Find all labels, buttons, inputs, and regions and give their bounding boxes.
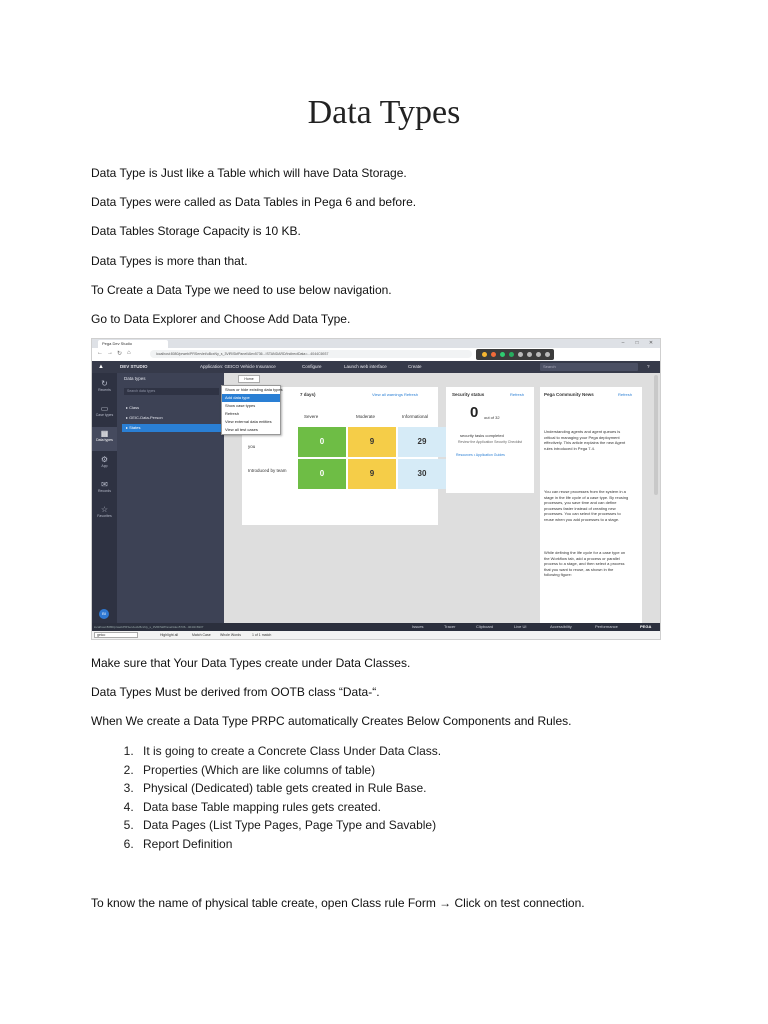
menu-item[interactable]: Show or hide existing data types xyxy=(225,387,283,392)
launch-menu[interactable]: Launch web interface xyxy=(344,364,387,369)
data-explorer xyxy=(117,373,224,623)
rail-label: App xyxy=(101,464,108,468)
warning-count-cell[interactable]: 0 xyxy=(298,459,346,489)
rail-label: Records xyxy=(97,489,112,493)
intro-paragraph: Data Types were called as Data Tables in Pega 6 and before. xyxy=(91,195,417,209)
records-icon: ✉ xyxy=(101,480,108,489)
news-title: Pega Community News xyxy=(544,392,594,397)
warning-count-cell[interactable]: 9 xyxy=(348,427,396,457)
menu-item[interactable]: View all test cases xyxy=(225,427,258,432)
recents-icon: ↻ xyxy=(101,379,108,388)
clipboard-button[interactable]: Clipboard xyxy=(476,624,494,629)
rail-item-records[interactable] xyxy=(92,480,117,493)
column-header: Moderate xyxy=(356,414,376,419)
studio-switcher[interactable]: DEV STUDIO xyxy=(120,364,148,369)
news-article[interactable]: Understanding agents and agent queues is critical to managing your Pega deployment effectively. This article explains the new Agent rules introduced in Pega 7.4. xyxy=(544,429,626,451)
tree-item[interactable]: ▸ States xyxy=(122,424,222,432)
list-item: 6. Report Definition xyxy=(137,835,657,854)
favorites-icon: ☆ xyxy=(100,505,109,514)
intro-paragraph: To Create a Data Type we need to use below navigation. xyxy=(91,283,392,297)
security-count: 0 xyxy=(470,404,479,421)
tree-item[interactable]: ▸ Class xyxy=(126,405,140,410)
security-title: Security status xyxy=(452,392,485,397)
warning-count-cell[interactable]: 29 xyxy=(398,427,446,457)
help-icon[interactable]: ? xyxy=(647,364,650,369)
scrollbar[interactable] xyxy=(654,375,658,495)
rail-label: Case types xyxy=(95,413,114,417)
find-result: 1 of 1 match xyxy=(252,633,272,637)
rail-item-recents[interactable] xyxy=(92,379,117,392)
developer-toolbar xyxy=(92,623,660,631)
menu-item-add-data-type[interactable]: Add data type xyxy=(222,394,280,402)
body-paragraph: Data Types Must be derived from OOTB class “Data-“. xyxy=(91,685,380,699)
extension-icon[interactable] xyxy=(527,352,532,357)
url-field[interactable]: localhost:8080/prweb/PRServlet/uBcxNy_s_3VlR/SkfPanel/Alex5736...!STANDARD/IndirectData=...4044C6937 xyxy=(150,350,472,358)
tracer-button[interactable]: Tracer xyxy=(444,624,456,629)
list-item: 5. Data Pages (List Type Pages, Page Type and Savable) xyxy=(137,816,657,835)
list-item: 1. It is going to create a Concrete Class Under Data Class. xyxy=(137,742,657,761)
avatar[interactable]: BI xyxy=(99,609,109,619)
extension-icon[interactable] xyxy=(500,352,505,357)
match-case-toggle[interactable]: Match Case xyxy=(192,633,211,637)
minimize-icon[interactable]: – xyxy=(621,340,625,346)
list-item: 3. Physical (Dedicated) table gets created in Rule Base. xyxy=(137,779,657,798)
home-icon[interactable]: ⌂ xyxy=(127,350,131,356)
extension-icon[interactable] xyxy=(545,352,550,357)
rail-label: Favorites xyxy=(97,514,112,518)
menu-item[interactable]: Show case types xyxy=(225,403,256,408)
pega-logo-icon: ▲ xyxy=(98,364,104,370)
rail-item-app[interactable] xyxy=(92,455,117,468)
find-bar xyxy=(92,631,660,639)
security-checklist-link[interactable]: Review the Application Security Checklist xyxy=(457,440,522,444)
rail-item-case-types[interactable] xyxy=(92,404,117,417)
address-bar xyxy=(92,348,660,362)
list-item: 2. Properties (Which are like columns of table) xyxy=(137,761,657,780)
body-paragraph: Make sure that Your Data Types create under Data Classes. xyxy=(91,656,411,670)
row-label: you xyxy=(248,444,256,449)
data-types-icon: ▦ xyxy=(100,429,109,438)
extension-icon[interactable] xyxy=(509,352,514,357)
extension-icon[interactable] xyxy=(482,352,487,357)
warnings-title: 7 days) xyxy=(300,392,316,397)
performance-button[interactable]: Performance xyxy=(595,624,618,629)
extensions-toolbar xyxy=(476,349,554,360)
search-input[interactable]: Search xyxy=(540,363,638,371)
security-refresh-link[interactable]: Refresh xyxy=(510,392,525,397)
column-header: Informational xyxy=(402,414,429,419)
browser-tab-bar xyxy=(92,339,660,348)
application-menu[interactable]: Application: GEICO Vehicle Insurance xyxy=(200,364,276,369)
home-button[interactable]: Home xyxy=(238,375,260,383)
reload-icon[interactable]: ↻ xyxy=(117,351,123,357)
rail-item-favorites[interactable] xyxy=(92,505,117,518)
security-status-card xyxy=(446,387,534,493)
warning-count-cell[interactable]: 30 xyxy=(398,459,446,489)
news-article[interactable]: While defining the life cycle for a case type on the Workflow tab, add a process or parallel process to a stage, and then select a process that you want to reuse, as shown in the following figure: xyxy=(544,550,626,577)
page-title: Data Types xyxy=(307,94,461,131)
dev-studio-header xyxy=(92,361,660,373)
status-url: localhost:8080/prweb/PRServlet/uBcxNy_s_3VlR/SkfPanel/Alex5736...4044C6937 xyxy=(94,625,204,629)
column-header: Severe xyxy=(304,414,319,419)
whole-words-toggle[interactable]: Whole Words xyxy=(220,633,241,637)
warning-count-cell[interactable]: 0 xyxy=(298,427,346,457)
back-icon[interactable]: ← xyxy=(97,350,103,356)
security-out-of: out of 32 xyxy=(484,415,500,420)
dashboard-canvas xyxy=(224,373,660,623)
close-icon[interactable]: ✕ xyxy=(648,340,654,346)
tree-item[interactable]: ▸ GEIC-Data-Person xyxy=(126,415,163,420)
live-ui-button[interactable]: Live UI xyxy=(514,624,527,629)
view-warnings-link[interactable]: View all warnings Refresh xyxy=(372,392,418,397)
intro-paragraph: Go to Data Explorer and Choose Add Data Type. xyxy=(91,312,351,326)
data-explorer-menu xyxy=(221,385,281,435)
accessibility-button[interactable]: Accessibility xyxy=(550,624,572,629)
tree-item-label: States xyxy=(129,425,141,430)
forward-icon[interactable]: → xyxy=(107,350,113,356)
explorer-title: Data types xyxy=(124,376,146,381)
pega-brand: PEGA xyxy=(640,624,652,629)
extension-icon[interactable] xyxy=(536,352,541,357)
intro-paragraph: Data Tables Storage Capacity is 10 KB. xyxy=(91,224,301,238)
row-label: Introduced by team xyxy=(248,468,287,473)
rail-item-data-types[interactable] xyxy=(92,427,117,451)
community-news-card xyxy=(540,387,642,623)
intro-paragraph: Data Types is more than that. xyxy=(91,254,248,268)
rail-label: Recents xyxy=(98,388,111,392)
navigation-rail xyxy=(92,373,117,623)
warning-count-cell[interactable]: 9 xyxy=(348,459,396,489)
body-paragraph: When We create a Data Type PRPC automatically Creates Below Components and Rules. xyxy=(91,714,572,728)
application-guides-link[interactable]: Resources • Application Guides xyxy=(456,453,505,457)
case-types-icon: ▭ xyxy=(100,404,109,413)
highlight-all-toggle[interactable]: Highlight all xyxy=(160,633,179,637)
news-refresh-link[interactable]: Refresh xyxy=(618,392,633,397)
issues-button[interactable]: Issues xyxy=(412,624,424,629)
list-item: 4. Data base Table mapping rules gets created. xyxy=(137,798,657,817)
configure-menu[interactable]: Configure xyxy=(302,364,322,369)
intro-paragraph: Data Type is Just like a Table which will have Data Storage. xyxy=(91,166,407,180)
maximize-icon[interactable]: □ xyxy=(635,340,639,346)
menu-item[interactable]: View external data entities xyxy=(225,419,272,424)
tree-item-label: Class xyxy=(129,405,140,410)
create-menu[interactable]: Create xyxy=(408,364,422,369)
components-list xyxy=(91,742,657,854)
find-query: geico xyxy=(97,633,106,637)
tree-item-label: GEIC-Data-Person xyxy=(129,415,163,420)
data-types-search-input[interactable]: Search data types xyxy=(124,388,219,395)
browser-tab[interactable]: Pega Dev Studio xyxy=(98,340,168,348)
rail-label: Data types xyxy=(96,438,113,442)
menu-item[interactable]: Refresh xyxy=(225,411,240,416)
news-article[interactable]: You can reuse processes from the system in a stage in the life cycle of a case type. By reusing processes, you save time and can define processes faster instead of creating new processes. You can select the processes to reuse when you add processes to a stage. xyxy=(544,489,629,522)
security-caption: security tasks completed xyxy=(460,433,504,438)
app-icon: ⚙ xyxy=(100,455,109,464)
extension-icon[interactable] xyxy=(518,352,523,357)
extension-icon[interactable] xyxy=(491,352,496,357)
closing-paragraph: To know the name of physical table create, open Class rule Form → Click on test connection. xyxy=(91,896,585,910)
pega-screenshot xyxy=(91,338,661,640)
